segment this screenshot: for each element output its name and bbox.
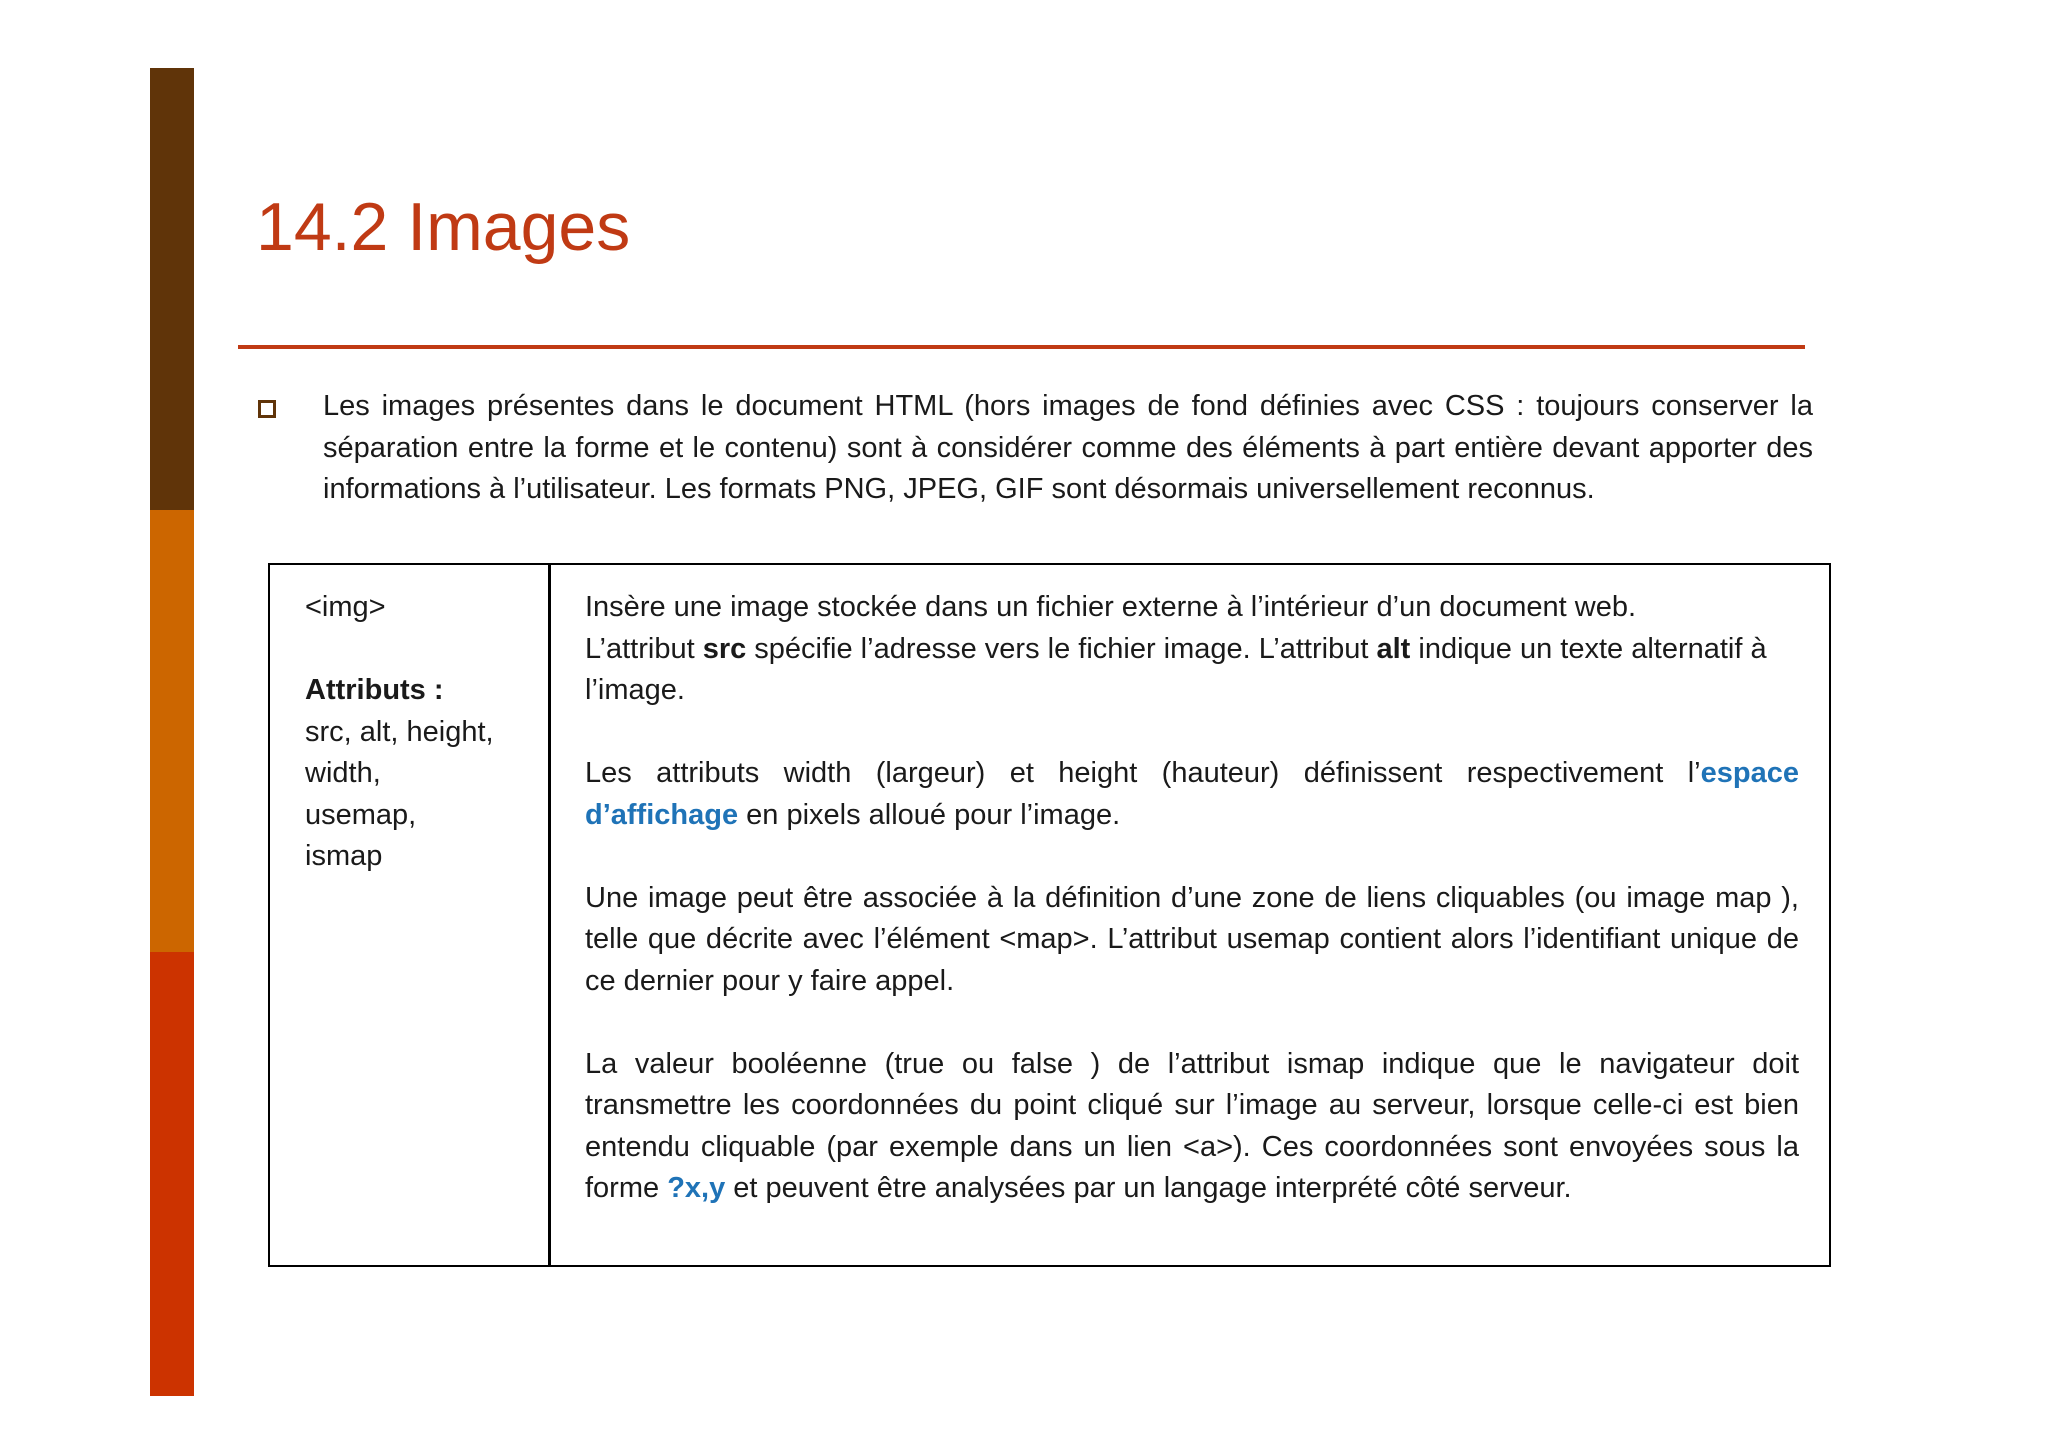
attribute-line: src, alt, height, — [305, 715, 494, 748]
attributes-label: Attributs : — [305, 674, 444, 706]
alt-keyword: alt — [1376, 632, 1411, 665]
sidebar-segment-orange — [150, 510, 194, 952]
attribute-line: width, — [305, 757, 381, 789]
description-paragraph-width-height: Les attributs width (largeur) et height (hauteur) définissent respectivement l’espace d’affichage en pixels alloué pour l’image. — [585, 757, 1799, 831]
decorative-sidebar — [150, 68, 194, 1396]
intro-paragraph: Les images présentes dans le document HTML (hors images de fond définies avec CSS : toujours conserver la séparation entre la forme et le contenu) sont à considérer comme des éléments à part entière devant apporter des informations à l’utilisateur. Les formats PNG, JPEG, GIF sont désormais universellement reconnus. — [323, 390, 1813, 505]
title-underline — [238, 345, 1805, 349]
img-element-table — [268, 563, 1831, 1267]
display-space-highlight: espace d’affichage — [585, 757, 1799, 831]
description-paragraph-src-alt: Insère une image stockée dans un fichier externe à l’intérieur d’un document web. L’attribut src spécifie l’adresse vers le fichier image. L’attribut alt indique un texte alternatif à l’image. — [585, 591, 1767, 706]
description-paragraph-usemap: Une image peut être associée à la définition d’une zone de liens cliquables (ou image map ), telle que décrite avec l’élément <map>. L’attribut usemap contient alors l’identifiant unique de ce dernier pour y faire appel. — [585, 881, 1799, 997]
coordinates-highlight: ?x,y — [667, 1172, 726, 1204]
slide-title: 14.2 Images — [256, 189, 631, 265]
description-cell — [585, 587, 1799, 1210]
sidebar-segment-red — [150, 952, 194, 1396]
sidebar-segment-brown — [150, 68, 194, 510]
hollow-square-bullet-icon — [258, 400, 276, 418]
attribute-line: usemap, — [305, 798, 417, 831]
description-paragraph-ismap: La valeur booléenne (true ou false ) de l’attribut ismap indique que le navigateur doit transmettre les coordonnées du point cliqué sur l’image au serveur, lorsque celle-ci est bien entendu cliquable (par exemple dans un lien <a>). Ces coordonnées sont envoyées sous la forme ?x,y et peuvent être analysées par un langage interprété côté serveur. — [585, 1047, 1799, 1204]
table-column-divider — [548, 565, 551, 1265]
element-tag: <img> — [305, 591, 386, 623]
src-keyword: src — [702, 632, 747, 665]
element-cell — [305, 587, 540, 878]
attribute-line: ismap — [305, 840, 383, 872]
